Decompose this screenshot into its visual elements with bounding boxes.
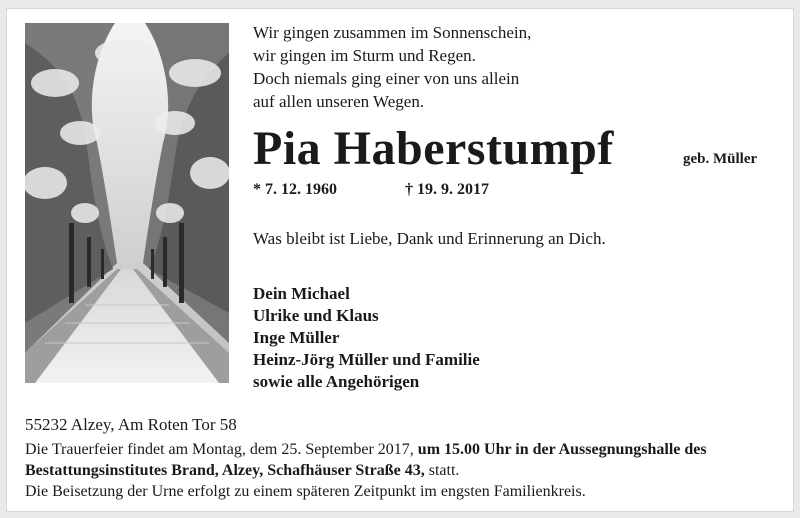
- details-venue: Bestattungsinstitutes Brand, Alzey, Schafhäuser Straße 43,: [25, 462, 425, 479]
- mourner: Inge Müller: [253, 328, 340, 347]
- poem-line: auf allen unseren Wegen.: [253, 92, 425, 111]
- poem-line: Wir gingen zusammen im Sonnenschein,: [253, 23, 532, 42]
- memorial-photo: [25, 23, 229, 383]
- details-text: statt.: [424, 462, 460, 479]
- poem-line: Doch niemals ging einer von uns allein: [253, 69, 520, 88]
- obituary-notice: [6, 8, 794, 512]
- death-date: † 19. 9. 2017: [405, 181, 489, 198]
- mourner: Heinz-Jörg Müller und Familie: [253, 350, 480, 369]
- deceased-name: Pia Haberstumpf: [253, 122, 614, 175]
- memorial-poem: [253, 21, 773, 113]
- mourner: Dein Michael: [253, 284, 350, 303]
- details-line-2: [25, 460, 795, 481]
- mourner: sowie alle Angehörigen: [253, 372, 420, 391]
- details-text: Die Trauerfeier findet am Montag, dem 25. September 2017,: [25, 441, 418, 458]
- poem-line: wir gingen im Sturm und Regen.: [253, 46, 476, 65]
- maiden-name: geb. Müller: [683, 151, 758, 167]
- details-line-3: Die Beisetzung der Urne erfolgt zu einem späteren Zeitpunkt im engsten Familienkreis.: [25, 483, 586, 500]
- birth-date: * 7. 12. 1960: [253, 181, 337, 198]
- farewell-line: Was bleibt ist Liebe, Dank und Erinnerung an Dich.: [253, 229, 606, 248]
- mourners-list: [253, 283, 480, 393]
- tree-avenue-image: [25, 23, 229, 383]
- funeral-details: [25, 439, 795, 502]
- details-time-place: um 15.00 Uhr in der Aussegnungshalle des: [417, 441, 707, 458]
- mourner: Ulrike und Klaus: [253, 306, 379, 325]
- details-line-1: [25, 439, 795, 460]
- family-address: 55232 Alzey, Am Roten Tor 58: [25, 415, 237, 434]
